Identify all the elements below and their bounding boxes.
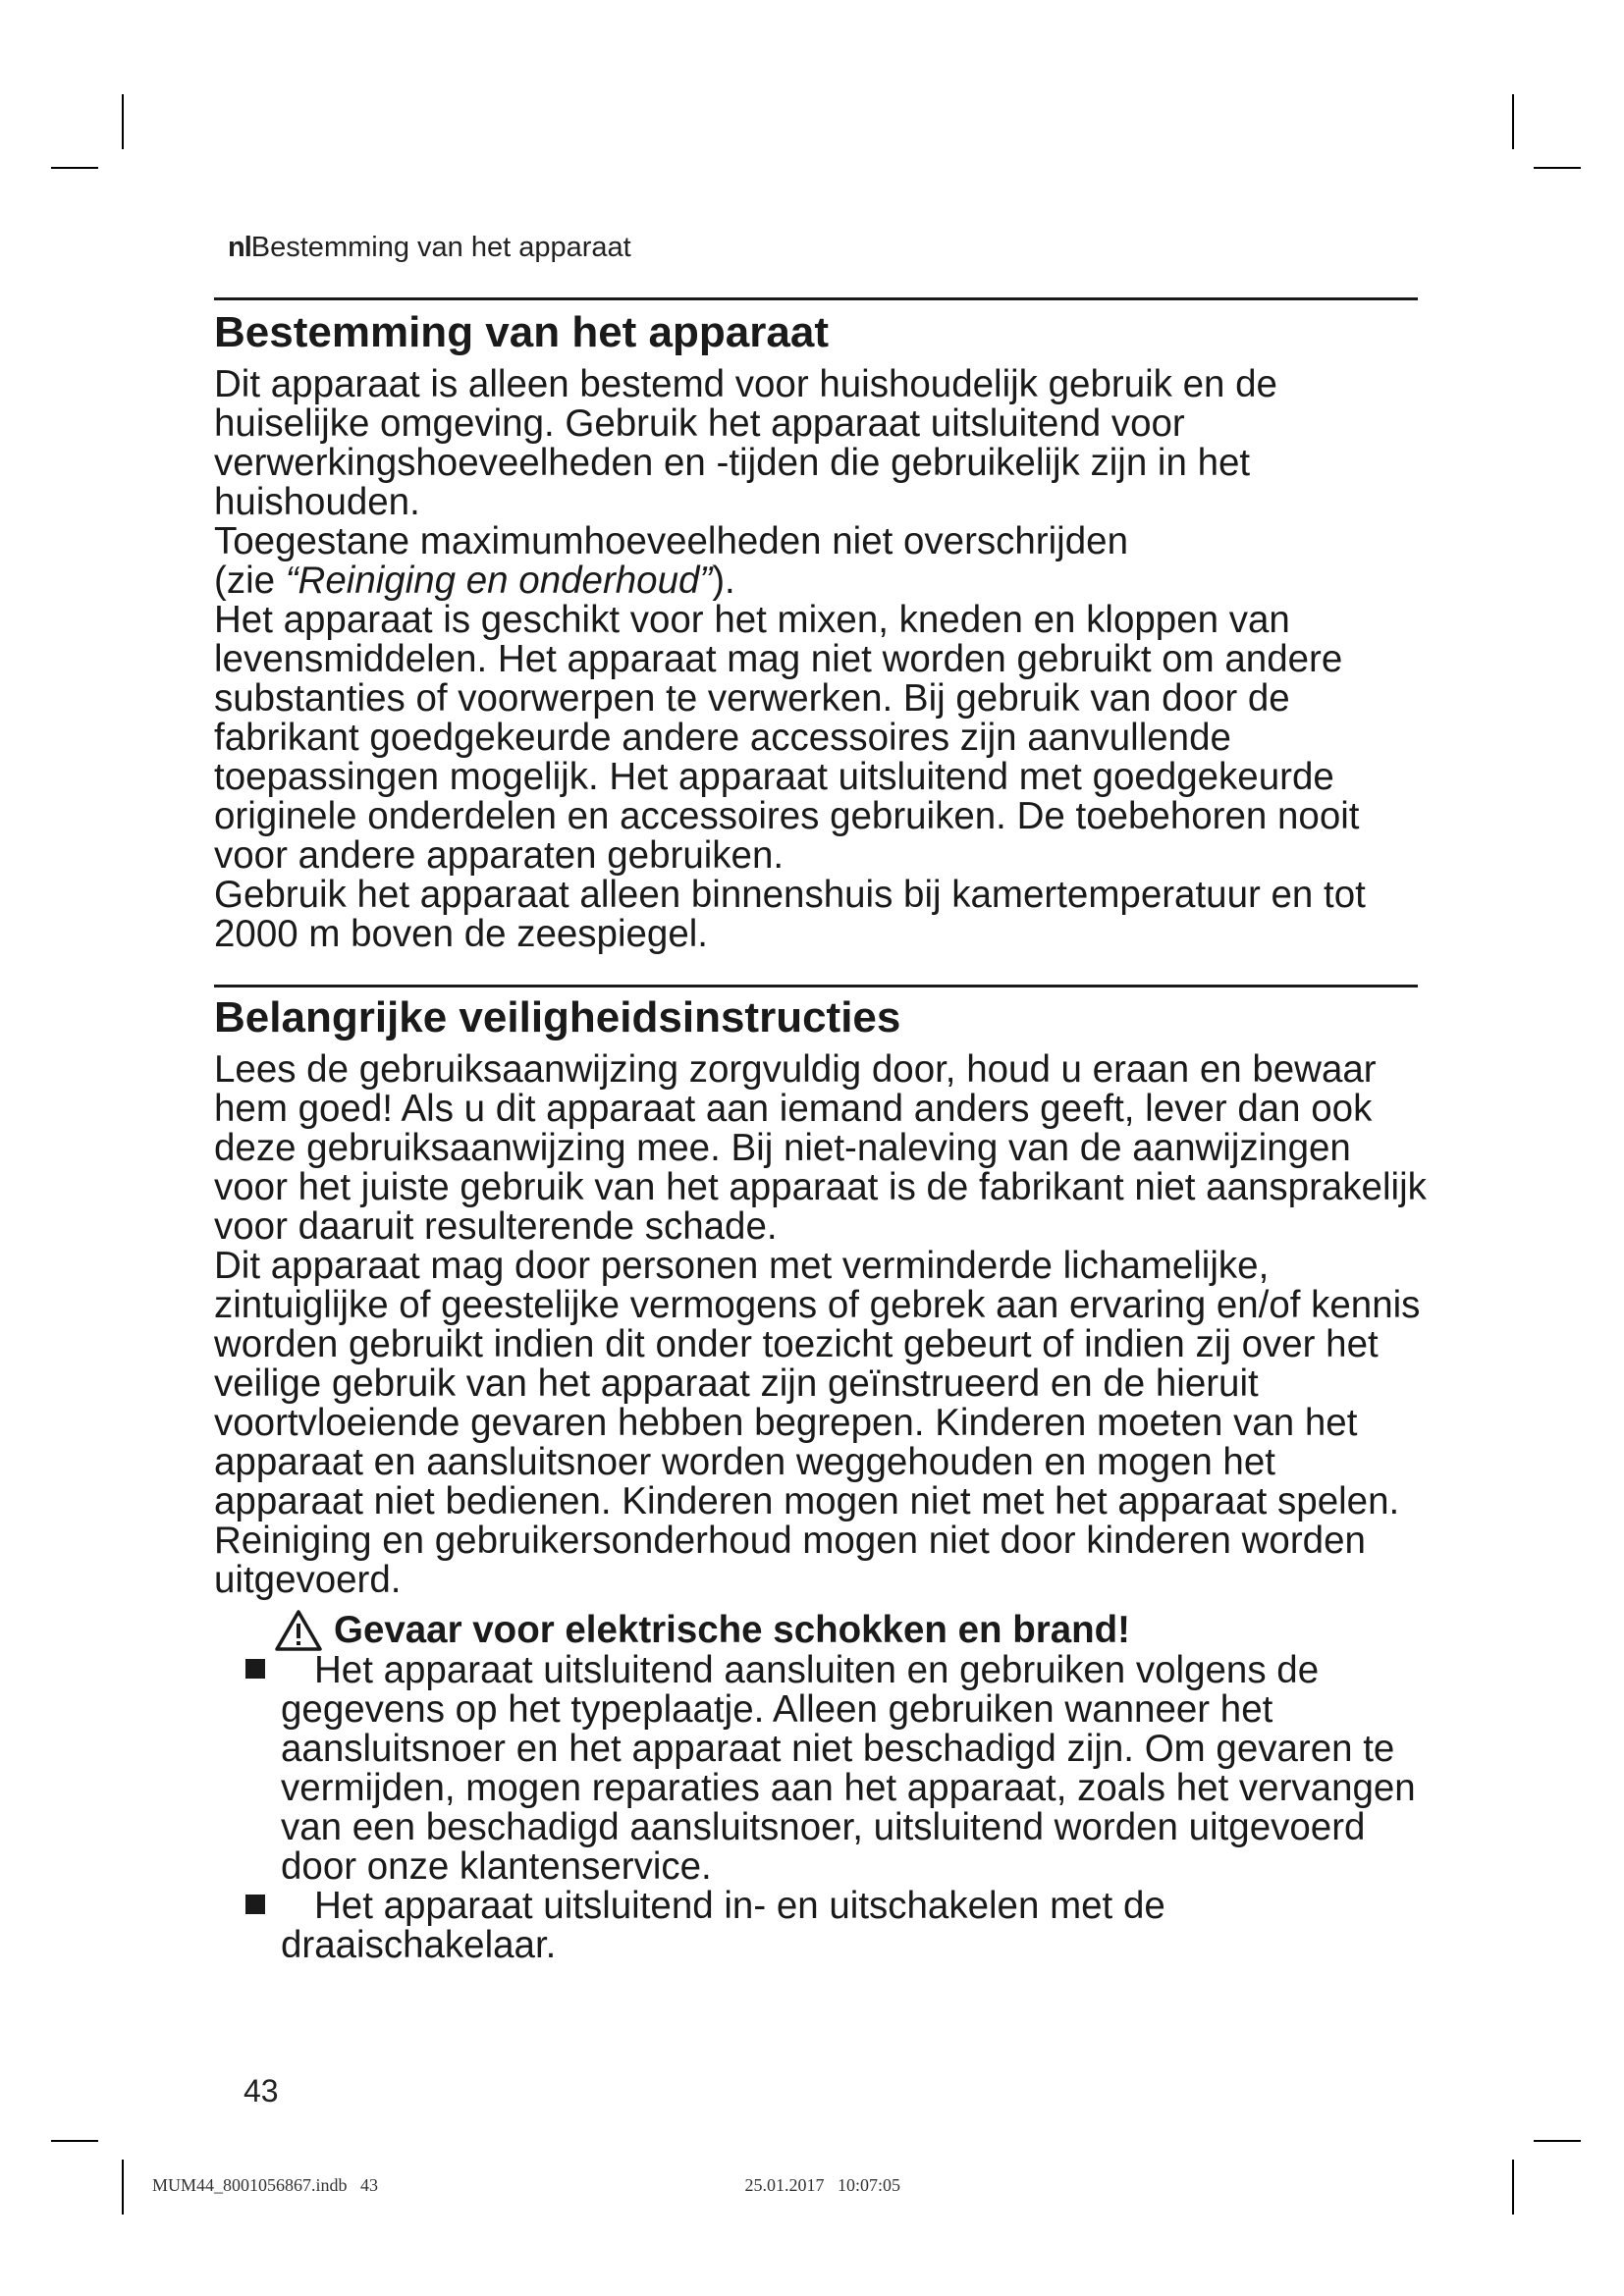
section-body-bestemming [214,365,1432,954]
page-number: 43 [244,2073,279,2109]
section-title-bestemming: Bestemming van het apparaat [214,308,829,356]
crop-mark [51,167,98,169]
section-title-veiligheid: Belangrijke veiligheidsinstructies [214,993,901,1041]
crop-mark [122,2160,124,2215]
running-header [228,232,631,264]
reference-prefix: (zie [214,560,286,602]
warning-heading-text: Gevaar voor elektrische schokken en brand! [334,1609,1130,1651]
warning-heading [275,1610,1130,1651]
bullet-square-icon [245,1659,265,1679]
paragraph: Toegestane maximumhoeveelheden niet overschrijden [214,520,1128,562]
bullet-text: Het apparaat uitsluitend in- en uitschakelen met de draaischakelaar. [281,1885,1165,1966]
paragraph: Dit apparaat mag door personen met verminderde lichamelijke, zintuiglijke of geestelijke vermogens of gebrek aan ervaring en/of kennis worden gebruikt indien dit onder toezicht gebeurt of indien zij over het veilige gebruik van het apparaat zijn geïnstrueerd en de hieruit voortvloeiende gevaren hebben begrepen. Kinderen moeten van het apparaat en aansluitsnoer worden weggehouden en mogen het apparaat niet bedienen. Kinderen mogen niet met het apparaat spelen. Reiniging en gebruikersonderhoud mogen niet door kinderen worden uitgevoerd. [214,1245,1421,1601]
crop-mark [122,94,124,149]
print-metadata: MUM44_8001056867.indb 43 25.01.2017 10:07:05 [152,2175,901,2195]
section-divider [214,985,1418,988]
section-divider [214,297,1418,300]
list-item [245,1651,1434,1887]
paragraph: Dit apparaat is alleen bestemd voor huishoudelijk gebruik en de huiselijke omgeving. Gebruik het apparaat uitsluitend voor verwerkingshoeveelheden en -tijden die gebruikelijk zijn in het huishouden. [214,363,1277,523]
running-header-title: Bestemming van het apparaat [250,232,631,263]
reference-link: “Reiniging en onderhoud” [285,560,713,602]
crop-mark [1512,94,1514,149]
bullet-square-icon [245,1895,265,1914]
crop-mark [1512,2160,1514,2215]
language-code: nl [228,232,251,263]
paragraph: Lees de gebruiksaanwijzing zorgvuldig door, houd u eraan en bewaar hem goed! Als u dit apparaat aan iemand anders geeft, lever dan ook deze gebruiksaanwijzing mee. Bij niet-naleving van de aanwijzingen voor het juiste gebruik van het apparaat is de fabrikant niet aansprakelijk voor daaruit resulterende schade. [214,1048,1427,1248]
bullet-text: Het apparaat uitsluitend aansluiten en gebruiken volgens de gegevens op het typeplaatje. Alleen gebruiken wanneer het aansluitsnoer en het apparaat niet beschadigd zijn. Om gevaren te vermijden, mogen reparaties aan het apparaat, zoals het vervangen van een beschadigd aansluitsnoer, uitsluitend worden uitgevoerd door onze klantenservice. [281,1649,1416,1888]
reference-line [214,561,1432,601]
crop-mark [51,2140,98,2142]
reference-suffix: ). [712,560,735,602]
section-body-veiligheid [214,1050,1432,1600]
paragraph: Het apparaat is geschikt voor het mixen, kneden en kloppen van levensmiddelen. Het apparaat mag niet worden gebruikt om andere substanties of voorwerpen te verwerken. Bij gebruik van door de fabrikant goedgekeurde andere accessoires zijn aanvullende toepassingen mogelijk. Het apparaat uitsluitend met goedgekeurde originele onderdelen en accessoires gebruiken. De toebehoren nooit voor andere apparaten gebruiken. [214,599,1360,877]
crop-mark [1534,2140,1581,2142]
warning-bullet-list [245,1651,1434,1965]
list-item [245,1887,1434,1965]
crop-mark [1534,167,1581,169]
paragraph: Gebruik het apparaat alleen binnenshuis bij kamertemperatuur en tot 2000 m boven de zeespiegel. [214,874,1366,955]
warning-triangle-icon [275,1610,322,1651]
